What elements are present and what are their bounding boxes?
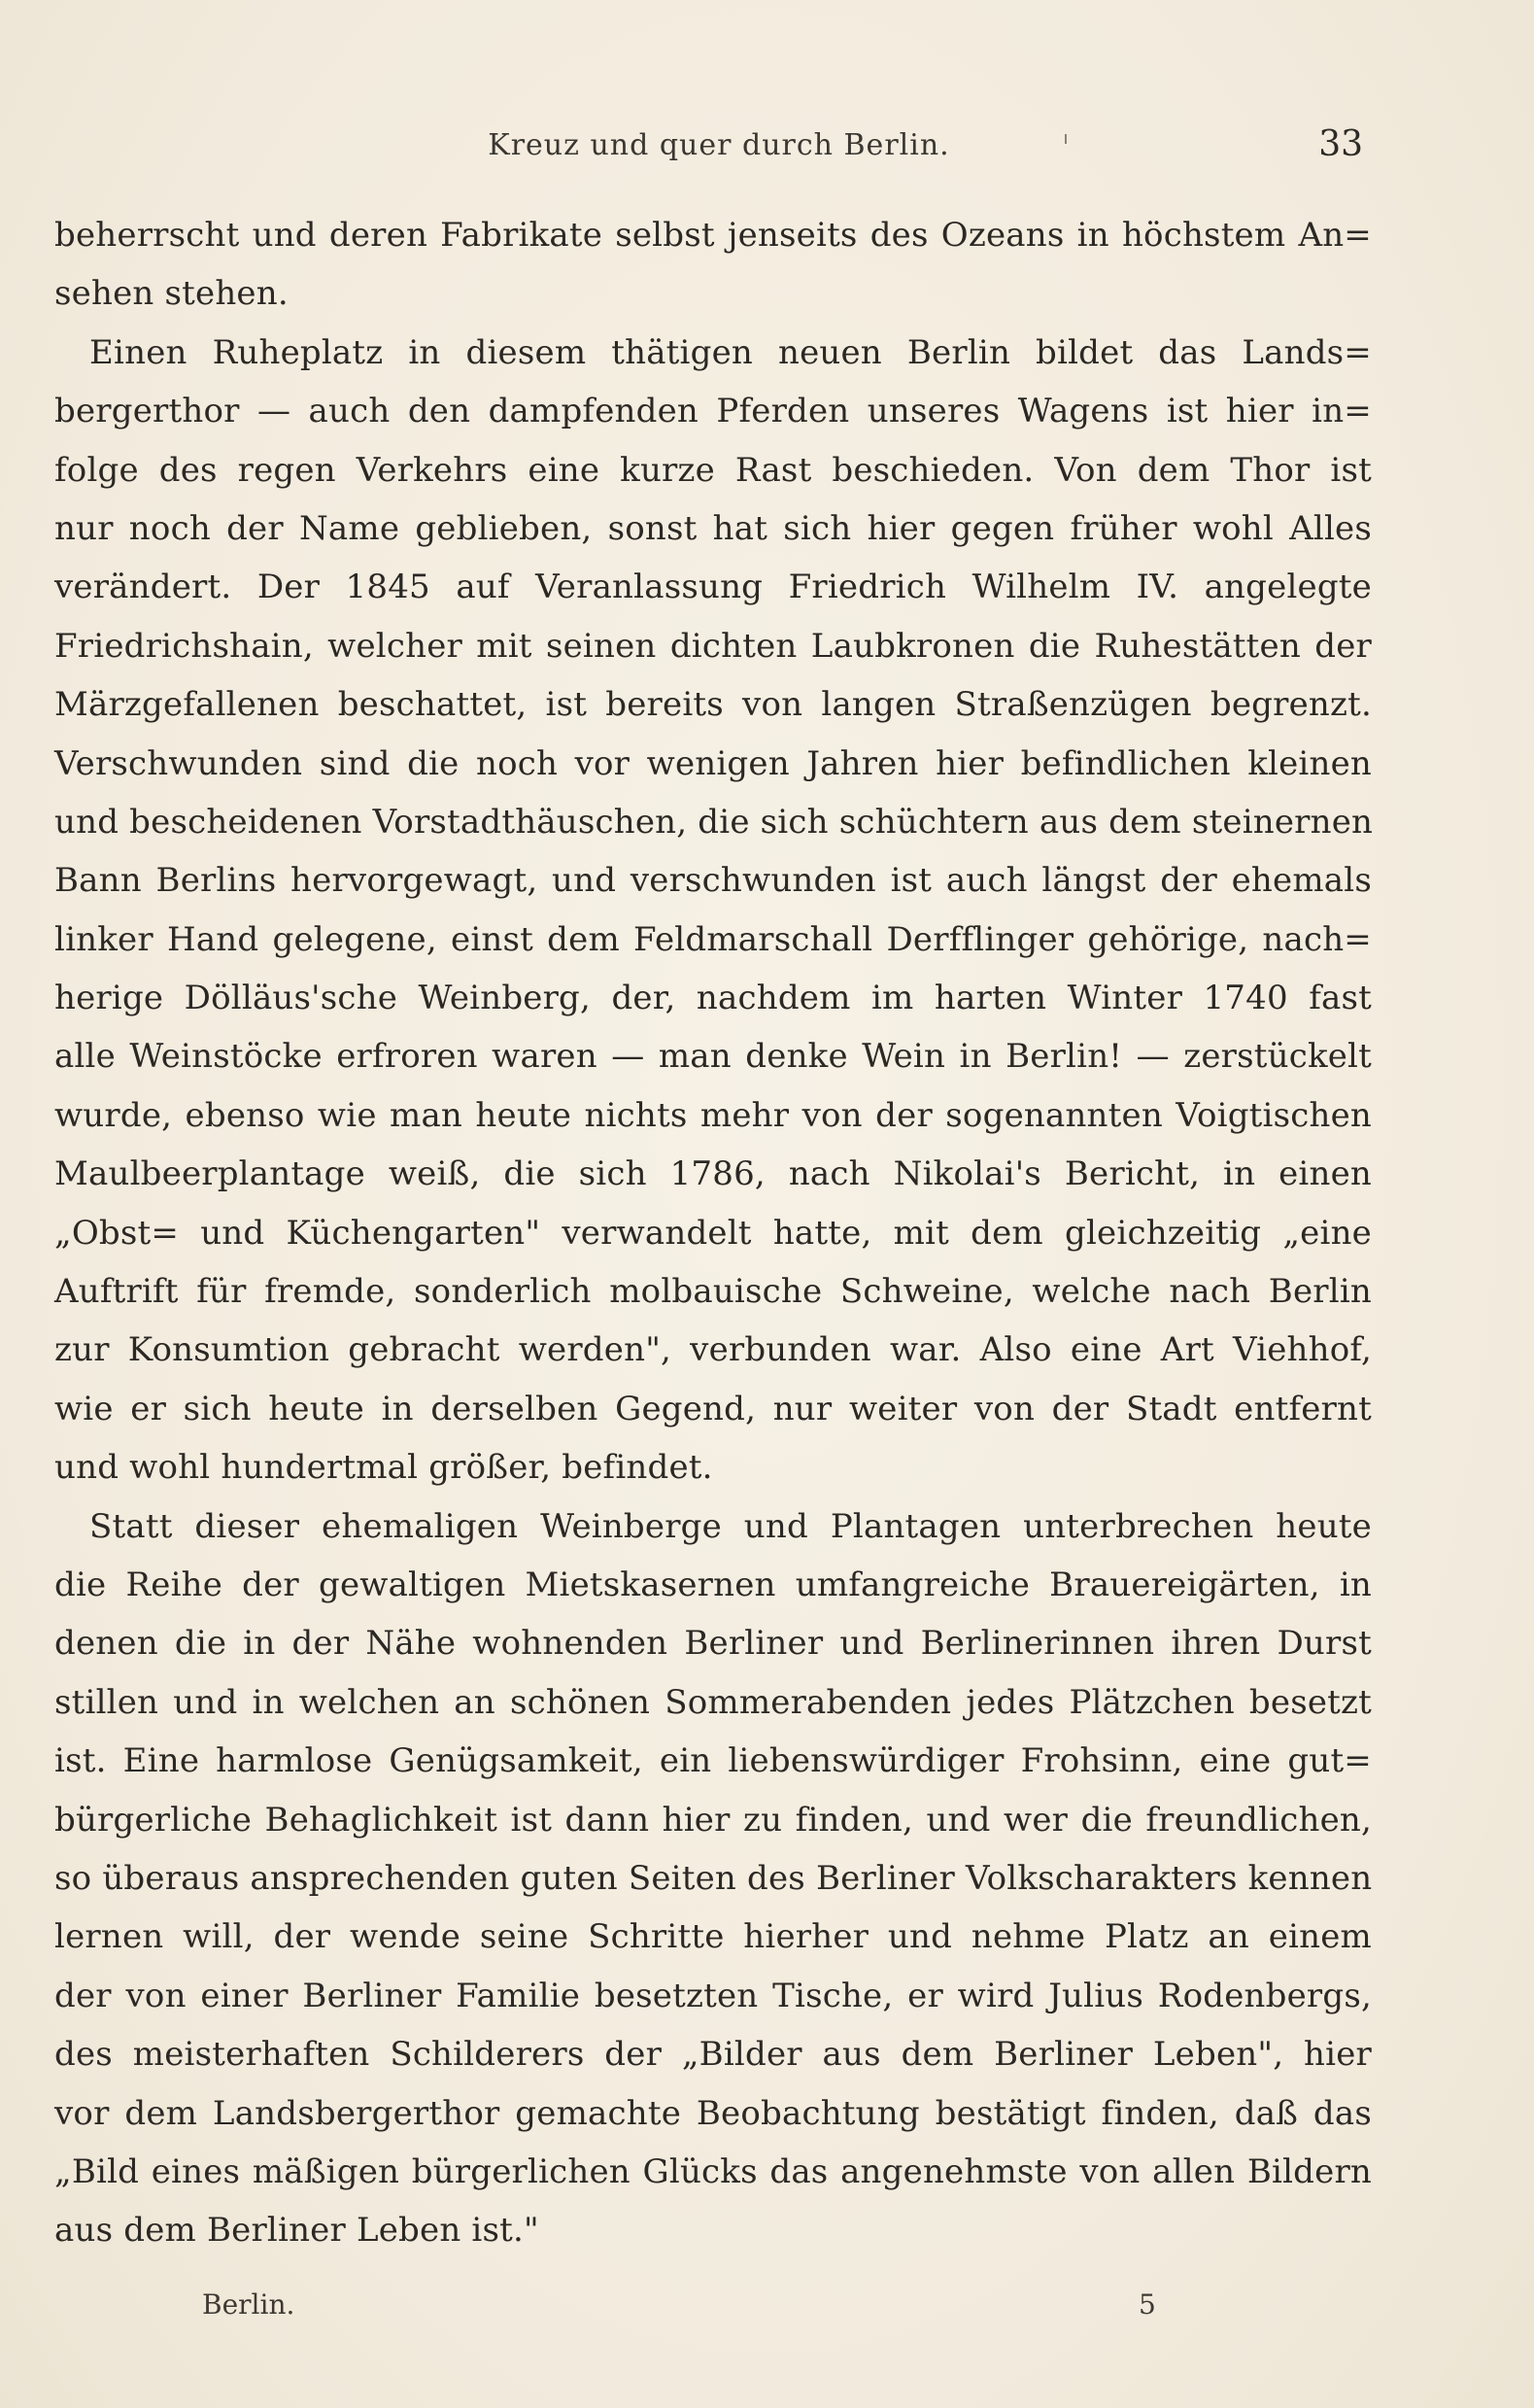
text-line: Verschwunden sind die noch vor wenigen Jahren hier befindlichen kleinen <box>54 743 1372 783</box>
text-line: Bann Berlins hervorgewagt, und verschwunden ist auch längst der ehemals <box>54 861 1372 901</box>
text-line: und bescheidenen Vorstadthäuschen, die sich schüchtern aus dem steinernen <box>54 802 1374 842</box>
text-line: beherrscht und deren Fabrikate selbst jenseits des Ozeans in höchstem An= <box>54 216 1372 255</box>
text-line: und wohl hundertmal größer, befindet. <box>54 1448 713 1488</box>
body-text <box>54 206 1372 2260</box>
text-line: Märzgefallenen beschattet, ist bereits von langen Straßenzügen begrenzt. <box>54 685 1372 725</box>
running-head <box>0 124 1534 167</box>
text-line: nur noch der Name geblieben, sonst hat sich hier gegen früher wohl Alles <box>54 508 1372 548</box>
text-line: sehen stehen. <box>54 274 289 314</box>
text-line: Friedrichshain, welcher mit seinen dichten Laubkronen die Ruhestätten der <box>54 626 1372 666</box>
text-line: des meisterhaften Schilderers der „Bilder aus dem Berliner Leben", hier <box>54 2035 1372 2075</box>
text-line: aus dem Berliner Leben ist." <box>54 2211 539 2251</box>
text-line: ist. Eine harmlose Genügsamkeit, ein liebenswürdiger Frohsinn, eine gut= <box>54 1741 1372 1781</box>
text-line: vor dem Landsbergerthor gemachte Beobachtung bestätigt finden, daß das <box>54 2093 1372 2133</box>
sheet-number: 5 <box>1139 2288 1156 2321</box>
text-line: wie er sich heute in derselben Gegend, nur weiter von der Stadt entfernt <box>54 1389 1372 1428</box>
text-line: der von einer Berliner Familie besetzten Tische, er wird Julius Rodenbergs, <box>54 1976 1372 2015</box>
text-line: Auftrift für fremde, sonderlich molbauische Schweine, welche nach Berlin <box>54 1272 1372 1312</box>
text-line: folge des regen Verkehrs eine kurze Rast beschieden. Von dem Thor ist <box>54 450 1372 490</box>
text-line: herige Dölläus'sche Weinberg, der, nachdem im harten Winter 1740 fast <box>54 979 1372 1018</box>
text-line: Maulbeerplantage weiß, die sich 1786, nach Nikolai's Bericht, in einen <box>54 1154 1372 1194</box>
text-line: zur Konsumtion gebracht werden", verbunden war. Also eine Art Viehhof, <box>54 1330 1372 1370</box>
text-line: linker Hand gelegene, einst dem Feldmarschall Derfflinger gehörige, nach= <box>54 919 1372 959</box>
text-line: „Bild eines mäßigen bürgerlichen Glücks das angenehmste von allen Bildern <box>54 2151 1372 2191</box>
text-line: bürgerliche Behaglichkeit ist dann hier zu finden, und wer die freundlichen, <box>54 1800 1372 1840</box>
text-line: stillen und in welchen an schönen Sommerabenden jedes Plätzchen besetzt <box>54 1682 1372 1722</box>
page-footer <box>0 2288 1534 2327</box>
text-line: Einen Ruheplatz in diesem thätigen neuen Berlin bildet das Lands= <box>89 332 1372 372</box>
signature-mark: Berlin. <box>202 2288 295 2321</box>
text-line: „Obst= und Küchengarten" verwandelt hatte, mit dem gleichzeitig „eine <box>54 1213 1372 1253</box>
print-mark <box>1065 134 1067 144</box>
text-line: bergerthor — auch den dampfenden Pferden unseres Wagens ist hier in= <box>54 392 1372 431</box>
text-line: die Reihe der gewaltigen Mietskasernen umfangreiche Brauereigärten, in <box>54 1565 1372 1604</box>
text-line: so überaus ansprechenden guten Seiten des Berliner Volkscharakters kennen <box>54 1858 1373 1898</box>
running-title: Kreuz und quer durch Berlin. <box>488 128 950 162</box>
text-line: lernen will, der wende seine Schritte hierher und nehme Platz an einem <box>54 1917 1372 1957</box>
text-line: wurde, ebenso wie man heute nichts mehr von der sogenannten Voigtischen <box>54 1095 1372 1135</box>
page-number: 33 <box>1318 124 1363 164</box>
text-line: verändert. Der 1845 auf Veranlassung Friedrich Wilhelm IV. angelegte <box>54 568 1372 607</box>
text-line: Statt dieser ehemaligen Weinberge und Plantagen unterbrechen heute <box>89 1506 1372 1546</box>
text-line: denen die in der Nähe wohnenden Berliner und Berlinerinnen ihren Durst <box>54 1624 1372 1664</box>
text-line: alle Weinstöcke erfroren waren — man denke Wein in Berlin! — zerstückelt <box>54 1037 1372 1077</box>
